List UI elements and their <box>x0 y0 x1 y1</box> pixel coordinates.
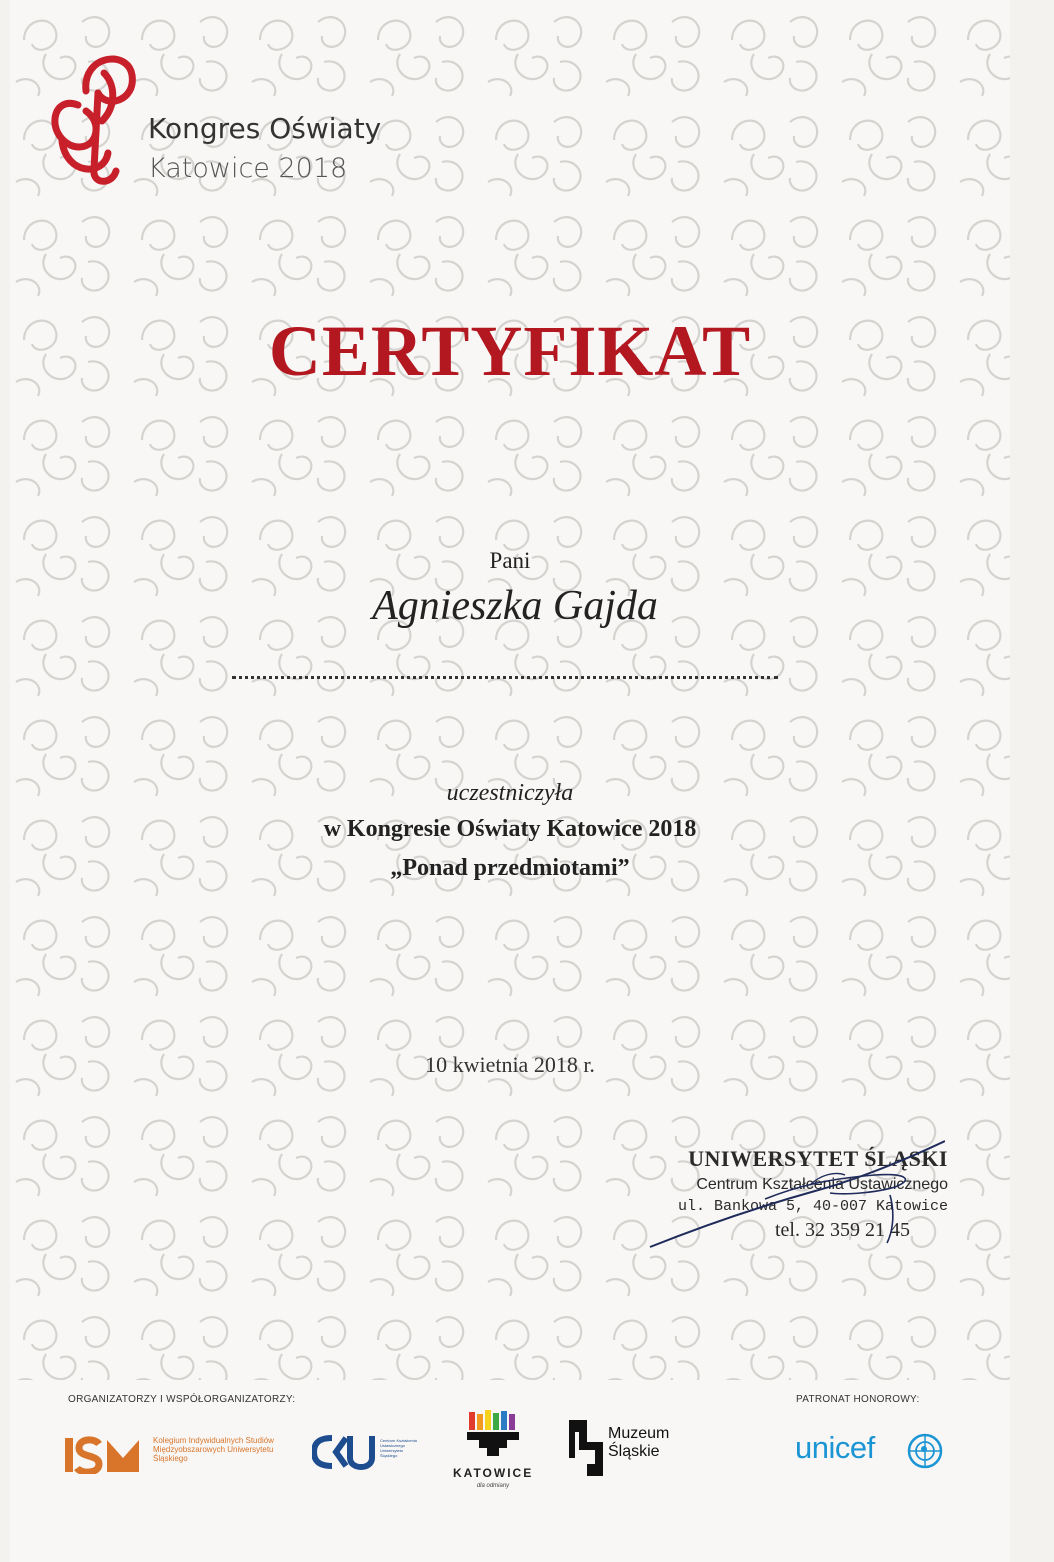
katowice-tagline: dla odmiany <box>476 1483 510 1489</box>
katowice-logo-icon <box>465 1410 521 1466</box>
unicef-emblem-icon <box>907 1433 943 1469</box>
stamp-phone: tel. 32 359 21 45 <box>775 1219 910 1241</box>
muzeum-line1: Muzeum <box>608 1425 670 1442</box>
cku-logo-icon <box>312 1432 378 1472</box>
unicef-logo <box>795 1430 875 1466</box>
muzeum-logo-icon <box>567 1418 605 1478</box>
patronage-label: PATRONAT HONOROWY: <box>796 1394 920 1405</box>
ism-text: Kolegium Indywidualnych Studiów Międzyobszarowych Uniwersytetu Śląskiego <box>153 1436 274 1463</box>
name-dotted-line <box>232 676 778 679</box>
event-name: w Kongresie Oświaty Katowice 2018 <box>323 816 697 842</box>
participation-text: uczestniczyła <box>446 780 574 806</box>
certificate-title: CERTYFIKAT <box>268 311 752 391</box>
kongres-logo-icon <box>42 45 142 185</box>
ism-logo-icon <box>65 1436 147 1474</box>
stamp-center: Centrum Kształcenia Ustawicznego <box>696 1176 948 1193</box>
stamp-university: UNIWERSYTET ŚLĄSKI <box>688 1146 948 1171</box>
katowice-wordmark: KATOWICE <box>453 1466 534 1480</box>
event-motto: „Ponad przedmiotami” <box>390 855 630 881</box>
issue-date: 10 kwietnia 2018 r. <box>425 1052 595 1077</box>
cku-text: Centrum Kształcenia Ustawicznego Uniwersytetu Śląskiego <box>380 1438 417 1458</box>
salutation: Pani <box>489 548 531 573</box>
congress-location-year: Katowice 2018 <box>148 153 348 184</box>
organizers-label: ORGANIZATORZY I WSPÓŁORGANIZATORZY: <box>68 1394 296 1405</box>
stamp-address: ul. Bankowa 5, 40-007 Katowice <box>677 1198 948 1215</box>
recipient-name: Agnieszka Gajda <box>372 583 658 629</box>
muzeum-name <box>608 1425 669 1461</box>
muzeum-line2: Śląskie <box>608 1443 660 1460</box>
unicef-wordmark: unicef <box>795 1430 875 1465</box>
congress-name: Kongres Oświaty <box>148 112 382 145</box>
certificate-page <box>10 0 1010 1562</box>
signature-icon <box>645 1135 945 1260</box>
